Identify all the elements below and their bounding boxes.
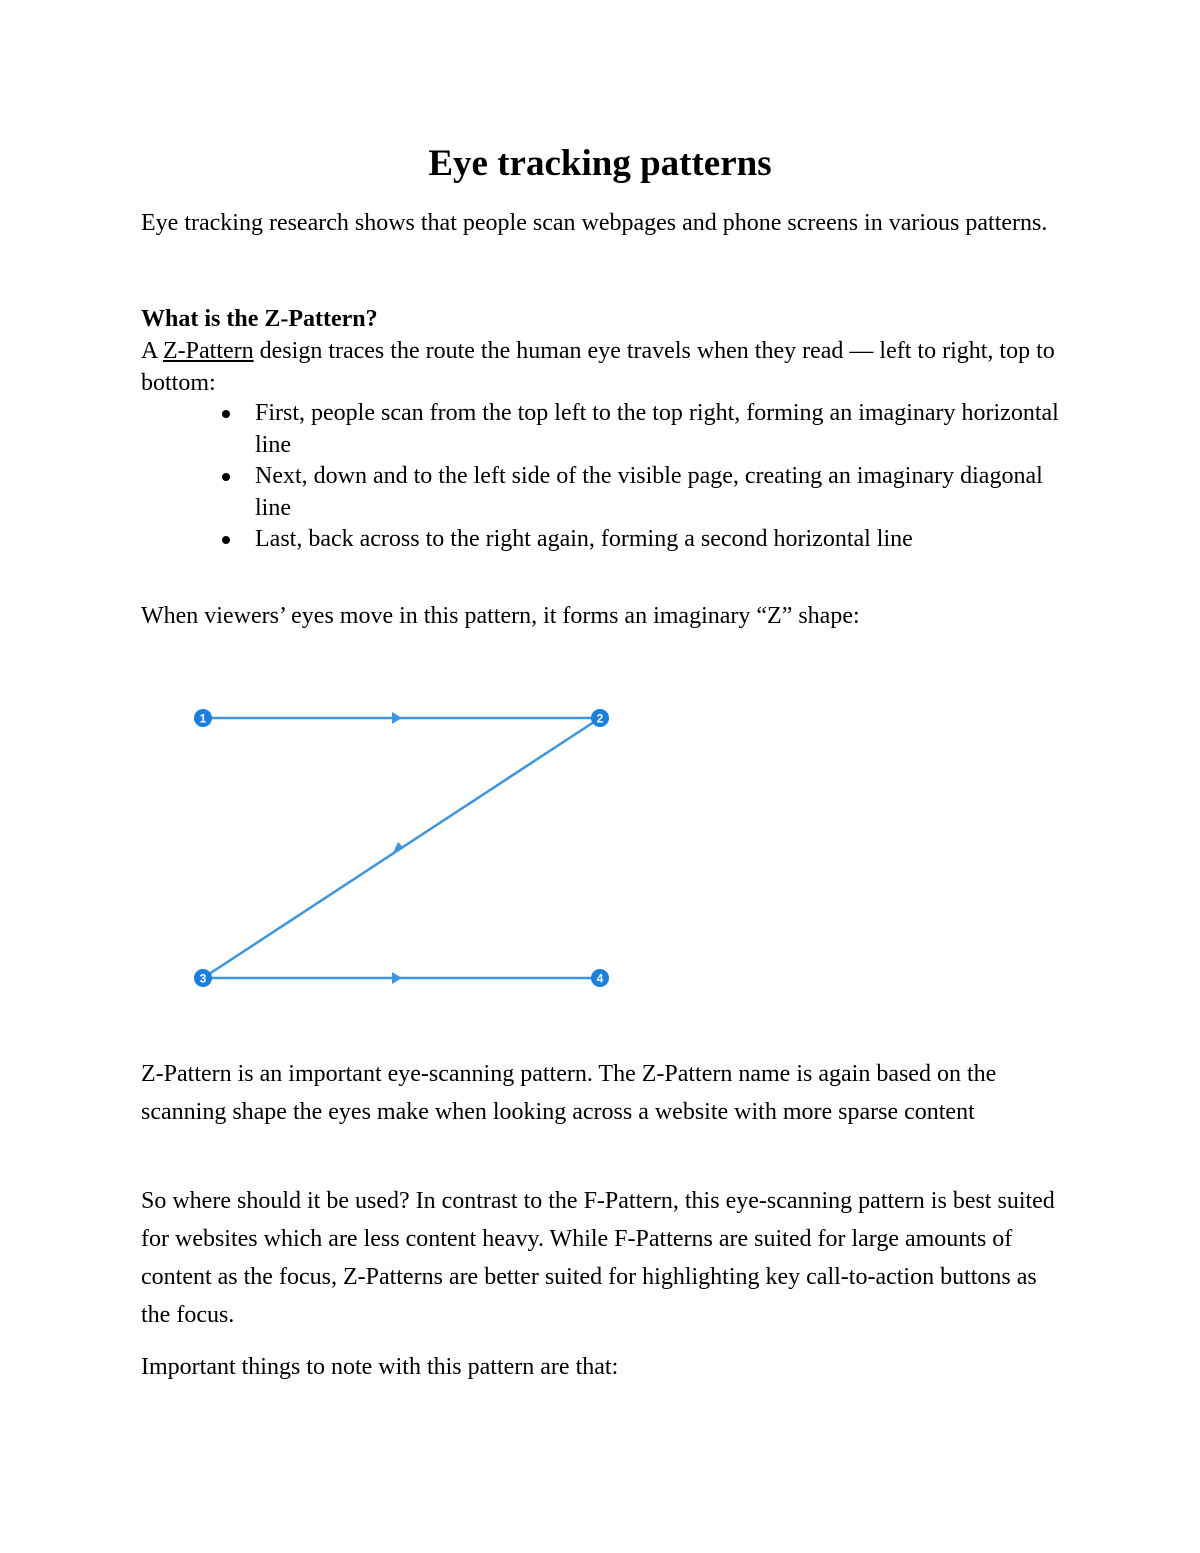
list-item xyxy=(213,524,1073,556)
node-label: 4 xyxy=(596,971,604,986)
bullet-icon xyxy=(222,536,230,544)
arrow-right-icon xyxy=(392,712,402,724)
list-item xyxy=(213,398,1073,461)
bullet-text: Last, back across to the right again, forming a second horizontal line xyxy=(255,526,913,552)
bullet-icon xyxy=(222,473,230,481)
node-4 xyxy=(591,969,609,987)
list-item xyxy=(213,461,1073,524)
definition-suffix: design traces the route the human eye travels when they read — left to right, top to bottom: xyxy=(141,338,1055,396)
z-pattern-explanation: Z-Pattern is an important eye-scanning pattern. The Z-Pattern name is again based on the scanning shape the eyes make when looking across a website with more sparse content xyxy=(141,1061,997,1125)
z-pattern-definition xyxy=(141,335,1071,399)
z-pattern-link[interactable]: Z-Pattern xyxy=(163,338,254,364)
node-1 xyxy=(194,709,212,727)
node-label: 3 xyxy=(199,971,207,986)
section-heading: What is the Z-Pattern? xyxy=(141,306,378,332)
z-pattern-diagram xyxy=(180,698,620,998)
bullet-list xyxy=(213,398,1073,556)
diagram-intro: When viewers’ eyes move in this pattern, it forms an imaginary “Z” shape: xyxy=(141,603,860,629)
definition-prefix: A xyxy=(141,338,164,364)
bullet-icon xyxy=(222,410,230,418)
node-label: 2 xyxy=(596,711,604,726)
usage-paragraph: So where should it be used? In contrast to the F-Pattern, this eye-scanning pattern is best suited for websites which are less content heavy. While F-Patterns are suited for large amounts of content as the focus, Z-Patterns are better suited for highlighting key call-to-action buttons as the focus. xyxy=(141,1188,1055,1328)
notes-intro: Important things to note with this pattern are that: xyxy=(141,1354,619,1380)
node-3 xyxy=(194,969,212,987)
bullet-text: First, people scan from the top left to the top right, forming an imaginary horizontal line xyxy=(255,400,1059,458)
arrow-right-icon xyxy=(392,972,402,984)
node-2 xyxy=(591,709,609,727)
bullet-text: Next, down and to the left side of the visible page, creating an imaginary diagonal line xyxy=(255,463,1043,521)
page-title: Eye tracking patterns xyxy=(428,143,772,184)
node-label: 1 xyxy=(199,711,207,726)
intro-paragraph: Eye tracking research shows that people scan webpages and phone screens in various patterns. xyxy=(141,210,1048,236)
